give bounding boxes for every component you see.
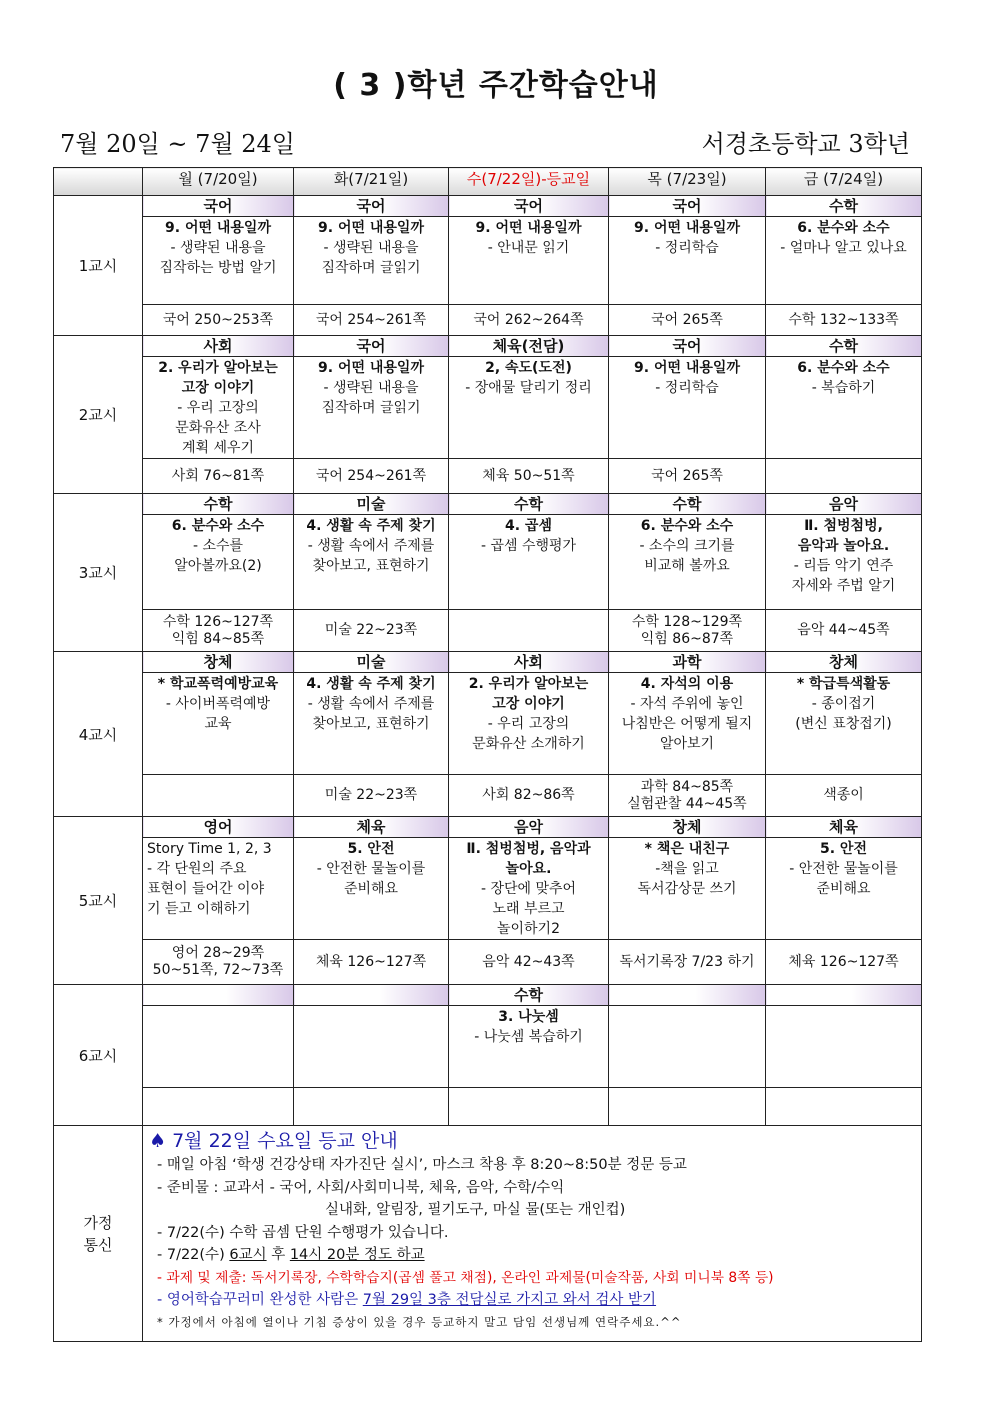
lesson-activity: - 각 단원의 주요 bbox=[147, 861, 247, 877]
period-pages-row bbox=[54, 775, 922, 817]
lesson-activity: 노래 부르고 bbox=[492, 901, 565, 917]
lesson-activity: 자세와 주법 알기 bbox=[791, 578, 896, 594]
period-label: 6교시 bbox=[54, 985, 143, 1126]
page-range: 독서기록장 7/23 하기 bbox=[619, 953, 755, 970]
lesson-unit: 4. 자석의 이용 bbox=[640, 676, 734, 692]
lesson-activity: 놀이하기2 bbox=[496, 921, 560, 937]
notice-heading-text: 7월 22일 수요일 등교 안내 bbox=[172, 1130, 398, 1152]
period-label: 3교시 bbox=[54, 494, 143, 652]
textbook-pages bbox=[449, 940, 609, 985]
textbook-pages bbox=[766, 305, 922, 336]
school-name: 서경초등학교 3학년 bbox=[701, 130, 910, 158]
textbook-pages bbox=[609, 305, 766, 336]
subject-cell: 미술 bbox=[294, 494, 449, 515]
page-range: 수학 128~129쪽 bbox=[631, 613, 743, 630]
textbook-pages bbox=[766, 940, 922, 985]
lesson-activity: - 우리 고장의 bbox=[487, 716, 570, 732]
notice-line bbox=[149, 1244, 921, 1267]
lesson-activity: Story Time 1, 2, 3 bbox=[147, 841, 272, 857]
textbook-pages bbox=[449, 1088, 609, 1126]
lesson-content bbox=[449, 357, 609, 459]
textbook-pages bbox=[449, 610, 609, 652]
lesson-unit: * 책은 내친구 bbox=[644, 841, 730, 857]
lesson-content bbox=[766, 217, 922, 305]
lesson-unit: 9. 어떤 내용일까 bbox=[634, 360, 740, 376]
lesson-content bbox=[766, 673, 922, 775]
period-pages-row bbox=[54, 305, 922, 336]
lesson-activity: 교육 bbox=[204, 716, 232, 732]
page-range: 체육 50~51쪽 bbox=[482, 467, 575, 484]
lesson-activity: 짐작하며 글읽기 bbox=[321, 260, 421, 276]
lesson-activity: 비교해 볼까요 bbox=[644, 558, 730, 574]
lesson-activity: 짐작하며 글읽기 bbox=[321, 400, 421, 416]
textbook-pages bbox=[294, 940, 449, 985]
lesson-activity: - 정리학습 bbox=[655, 240, 719, 256]
textbook-pages bbox=[766, 459, 922, 494]
textbook-pages bbox=[449, 775, 609, 817]
lesson-unit: 4. 생활 속 주제 찾기 bbox=[306, 676, 436, 692]
textbook-pages bbox=[609, 610, 766, 652]
subject-cell: 과학 bbox=[609, 652, 766, 673]
lesson-activity: - 나눗셈 복습하기 bbox=[474, 1029, 583, 1045]
lesson-activity: - 생활 속에서 주제를 bbox=[307, 538, 435, 554]
subject-cell: 국어 bbox=[294, 336, 449, 357]
day-header: 목 (7/23일) bbox=[609, 168, 766, 196]
lesson-content bbox=[449, 217, 609, 305]
lesson-activity: - 소수의 크기를 bbox=[639, 538, 735, 554]
corner-cell bbox=[54, 168, 143, 196]
lesson-activity: 문화유산 조사 bbox=[175, 420, 261, 436]
lesson-activity: 계획 세우기 bbox=[181, 440, 255, 456]
textbook-pages bbox=[143, 610, 294, 652]
period-label: 5교시 bbox=[54, 817, 143, 985]
subject-cell: 체육 bbox=[294, 817, 449, 838]
lesson-unit: 3. 나눗셈 bbox=[498, 1009, 559, 1025]
lesson-content bbox=[609, 217, 766, 305]
lesson-unit: 음악과 놀아요. bbox=[797, 538, 890, 554]
lesson-activity: - 장단에 맞추어 bbox=[480, 881, 577, 897]
lesson-activity: 알아볼까요(2) bbox=[174, 558, 262, 574]
notice-text: 후 bbox=[266, 1247, 290, 1263]
textbook-pages bbox=[609, 940, 766, 985]
lesson-content bbox=[766, 1006, 922, 1088]
lesson-unit: 9. 어떤 내용일까 bbox=[634, 220, 740, 236]
period-content-row bbox=[54, 1006, 922, 1088]
subject-cell: 창체 bbox=[766, 652, 922, 673]
page-range: 국어 262~264쪽 bbox=[473, 311, 584, 328]
subject-cell: 국어 bbox=[294, 196, 449, 217]
lesson-activity: 찾아보고, 표현하기 bbox=[312, 716, 430, 732]
subject-cell: 음악 bbox=[766, 494, 922, 515]
lesson-unit: 2. 우리가 알아보는 bbox=[468, 676, 589, 692]
lesson-content bbox=[143, 217, 294, 305]
lesson-activity: - 정리학습 bbox=[655, 380, 719, 396]
lesson-activity: - 우리 고장의 bbox=[177, 400, 259, 416]
lesson-content bbox=[766, 357, 922, 459]
subject-cell: 체육 bbox=[766, 817, 922, 838]
page-range: 색종이 bbox=[823, 787, 864, 803]
page-range: 사회 82~86쪽 bbox=[482, 787, 575, 803]
lesson-unit: 9. 어떤 내용일까 bbox=[318, 220, 424, 236]
page-range: 50~51쪽, 72~73쪽 bbox=[152, 962, 284, 978]
period-content-row bbox=[54, 217, 922, 305]
lesson-activity: - 생략된 내용을 bbox=[323, 380, 419, 396]
subject-cell: 수학 bbox=[143, 494, 294, 515]
lesson-content bbox=[609, 838, 766, 940]
notice-text-underlined: 7월 29일 3층 전담실로 가지고 와서 검사 받기 bbox=[362, 1292, 657, 1308]
lesson-content bbox=[294, 357, 449, 459]
subject-cell: 수학 bbox=[766, 196, 922, 217]
timetable bbox=[53, 167, 922, 1342]
page-range: 국어 254~261쪽 bbox=[315, 311, 427, 328]
lesson-activity: - 안전한 물놀이를 bbox=[316, 861, 426, 877]
notice-heading bbox=[149, 1128, 921, 1154]
lesson-content bbox=[294, 217, 449, 305]
spade-icon: ♠ bbox=[149, 1130, 167, 1152]
subject-cell: 국어 bbox=[143, 196, 294, 217]
lesson-unit: * 학급특색활동 bbox=[796, 676, 891, 692]
period-content-row bbox=[54, 357, 922, 459]
notice-line: 실내화, 알림장, 필기도구, 마실 물(또는 개인컵) bbox=[325, 1202, 626, 1218]
lesson-content bbox=[143, 515, 294, 610]
page-range: 국어 250~253쪽 bbox=[162, 311, 274, 328]
subject-cell: 사회 bbox=[143, 336, 294, 357]
lesson-unit: Ⅱ. 첨벙첨벙, 음악과 bbox=[466, 841, 591, 857]
lesson-unit: 9. 어떤 내용일까 bbox=[318, 360, 424, 376]
subject-cell: 사회 bbox=[449, 652, 609, 673]
lesson-content bbox=[143, 673, 294, 775]
page-range: 음악 44~45쪽 bbox=[797, 622, 890, 638]
lesson-content bbox=[294, 838, 449, 940]
lesson-activity: - 안내문 읽기 bbox=[487, 240, 570, 256]
subject-cell: 체육(전담) bbox=[449, 336, 609, 357]
subject-cell: 수학 bbox=[609, 494, 766, 515]
lesson-unit: 2. 우리가 알아보는 bbox=[158, 360, 278, 376]
subject-cell: 음악 bbox=[449, 817, 609, 838]
lesson-unit: 놀아요. bbox=[505, 861, 552, 877]
subject-cell: 창체 bbox=[143, 652, 294, 673]
lesson-unit: Ⅱ. 첨벙첨벙, bbox=[804, 518, 883, 534]
lesson-unit: 6. 분수와 소수 bbox=[171, 518, 265, 534]
period-pages-row bbox=[54, 459, 922, 494]
page-range: 과학 84~85쪽 bbox=[640, 778, 734, 795]
lesson-content bbox=[449, 838, 609, 940]
lesson-unit: * 학교폭력예방교육 bbox=[157, 676, 279, 692]
lesson-activity: 나침반은 어떻게 될지 bbox=[621, 716, 753, 732]
page-range: 수학 126~127쪽 bbox=[162, 613, 274, 630]
period-pages-row bbox=[54, 940, 922, 985]
period-subject-row bbox=[54, 196, 922, 217]
subject-cell bbox=[294, 985, 449, 1006]
lesson-unit: 4. 생활 속 주제 찾기 bbox=[306, 518, 436, 534]
lesson-unit: 고장 이야기 bbox=[492, 696, 565, 712]
period-subject-row bbox=[54, 494, 922, 515]
subject-cell bbox=[609, 985, 766, 1006]
lesson-activity: - 얼마나 알고 있나요 bbox=[780, 240, 907, 256]
lesson-content bbox=[143, 838, 294, 940]
textbook-pages bbox=[766, 775, 922, 817]
textbook-pages bbox=[143, 775, 294, 817]
lesson-activity: - 생략된 내용을 bbox=[323, 240, 419, 256]
page-range: 익힘 86~87쪽 bbox=[640, 630, 734, 647]
page-range: 국어 265쪽 bbox=[651, 467, 723, 484]
lesson-activity: 준비해요 bbox=[816, 881, 871, 897]
lesson-activity: - 자석 주위에 놓인 bbox=[630, 696, 744, 712]
textbook-pages bbox=[609, 459, 766, 494]
textbook-pages bbox=[294, 459, 449, 494]
lesson-unit: 고장 이야기 bbox=[181, 380, 255, 396]
lesson-activity: 독서감상문 쓰기 bbox=[637, 881, 737, 897]
textbook-pages bbox=[449, 459, 609, 494]
subject-cell bbox=[766, 985, 922, 1006]
lesson-content bbox=[766, 838, 922, 940]
page-range: 체육 126~127쪽 bbox=[788, 953, 899, 970]
lesson-activity: - 소수를 bbox=[192, 538, 244, 554]
lesson-content bbox=[449, 1006, 609, 1088]
page-range: 음악 42~43쪽 bbox=[482, 953, 575, 970]
lesson-content bbox=[143, 357, 294, 459]
textbook-pages bbox=[449, 305, 609, 336]
lesson-unit: 5. 안전 bbox=[347, 841, 395, 857]
page-range: 사회 76~81쪽 bbox=[171, 467, 265, 484]
day-header: 월 (7/20일) bbox=[143, 168, 294, 196]
lesson-activity: - 사이버폭력예방 bbox=[165, 696, 271, 712]
lesson-activity: 찾아보고, 표현하기 bbox=[312, 558, 430, 574]
lesson-unit: 9. 어떤 내용일까 bbox=[475, 220, 582, 236]
lesson-unit: 6. 분수와 소수 bbox=[640, 518, 734, 534]
page-range: 미술 22~23쪽 bbox=[324, 787, 418, 803]
lesson-activity: - 안전한 물놀이를 bbox=[789, 861, 898, 877]
notice-line: - 7/22(수) 수학 곱셈 단원 수행평가 있습니다. bbox=[157, 1224, 449, 1241]
lesson-activity: - 생활 속에서 주제를 bbox=[307, 696, 435, 712]
textbook-pages bbox=[294, 775, 449, 817]
page-range: 영어 28~29쪽 bbox=[171, 945, 265, 961]
day-header-school-day: 수(7/22일)-등교일 bbox=[449, 168, 609, 196]
period-subject-row bbox=[54, 652, 922, 673]
textbook-pages bbox=[143, 1088, 294, 1126]
textbook-pages bbox=[766, 1088, 922, 1126]
subject-cell bbox=[143, 985, 294, 1006]
lesson-activity: 짐작하는 방법 알기 bbox=[159, 260, 277, 276]
period-subject-row bbox=[54, 985, 922, 1006]
lesson-activity: - 복습하기 bbox=[811, 380, 876, 396]
period-pages-row bbox=[54, 610, 922, 652]
lesson-activity: - 장애물 달리기 정리 bbox=[465, 380, 592, 396]
textbook-pages bbox=[143, 305, 294, 336]
lesson-unit: 9. 어떤 내용일까 bbox=[165, 220, 271, 236]
lesson-activity: - 곱셈 수행평가 bbox=[480, 538, 577, 554]
subject-cell: 국어 bbox=[449, 196, 609, 217]
home-notice bbox=[143, 1126, 922, 1342]
textbook-pages bbox=[766, 610, 922, 652]
page-title: ( 3 )학년 주간학습안내 bbox=[333, 68, 659, 103]
day-header-row bbox=[54, 168, 922, 196]
lesson-content bbox=[609, 1006, 766, 1088]
subject-cell: 수학 bbox=[449, 985, 609, 1006]
notice-line: - 매일 아침 ‘학생 건강상태 자가진단 실시’, 마스크 착용 후 8:20~8:50분 정문 등교 bbox=[157, 1157, 687, 1173]
subject-cell: 국어 bbox=[609, 336, 766, 357]
home-notice-label bbox=[54, 1126, 143, 1342]
page-range: 국어 265쪽 bbox=[651, 311, 723, 328]
lesson-content bbox=[609, 515, 766, 610]
lesson-activity: - 리듬 악기 연주 bbox=[793, 558, 894, 574]
lesson-activity: 표현이 들어간 이야 bbox=[147, 881, 265, 897]
subject-cell: 영어 bbox=[143, 817, 294, 838]
lesson-content bbox=[609, 357, 766, 459]
lesson-unit: 6. 분수와 소수 bbox=[797, 220, 890, 236]
lesson-content bbox=[294, 673, 449, 775]
page-range: 미술 22~23쪽 bbox=[324, 622, 418, 638]
period-content-row bbox=[54, 673, 922, 775]
lesson-activity: (변신 표창접기) bbox=[795, 716, 892, 732]
day-header: 금 (7/24일) bbox=[766, 168, 922, 196]
page-range: 국어 254~261쪽 bbox=[315, 467, 427, 484]
lesson-unit: 2, 속도(도전) bbox=[485, 360, 572, 376]
lesson-activity: 준비해요 bbox=[343, 881, 399, 897]
textbook-pages bbox=[294, 305, 449, 336]
lesson-activity: 기 듣고 이해하기 bbox=[147, 901, 251, 917]
page-range: 수학 132~133쪽 bbox=[788, 311, 899, 328]
textbook-pages bbox=[143, 940, 294, 985]
lesson-activity: 알아보기 bbox=[659, 736, 715, 752]
home-label-1: 가정 bbox=[83, 1213, 113, 1232]
period-content-row bbox=[54, 515, 922, 610]
lesson-unit: 6. 분수와 소수 bbox=[797, 360, 890, 376]
home-notice-row bbox=[54, 1126, 922, 1342]
subject-cell: 창체 bbox=[609, 817, 766, 838]
notice-text: - 영어학습꾸러미 완성한 사람은 bbox=[157, 1292, 363, 1308]
period-content-row bbox=[54, 838, 922, 940]
textbook-pages bbox=[294, 1088, 449, 1126]
lesson-activity: - 생략된 내용을 bbox=[170, 240, 266, 256]
textbook-pages bbox=[294, 610, 449, 652]
date-range: 7월 20일 ~ 7월 24일 bbox=[60, 130, 295, 158]
notice-text-underlined: 14시 20분 정도 하교 bbox=[289, 1247, 425, 1263]
page-range: 체육 126~127쪽 bbox=[315, 953, 427, 970]
period-label: 2교시 bbox=[54, 336, 143, 494]
period-subject-row bbox=[54, 817, 922, 838]
lesson-content bbox=[294, 1006, 449, 1088]
home-label-2: 통신 bbox=[83, 1235, 113, 1254]
notice-line-english bbox=[149, 1289, 921, 1312]
notice-text-underlined: 6교시 bbox=[229, 1247, 267, 1263]
subject-cell: 미술 bbox=[294, 652, 449, 673]
period-label: 4교시 bbox=[54, 652, 143, 817]
notice-text: - 7/22(수) bbox=[157, 1247, 230, 1263]
lesson-content bbox=[449, 515, 609, 610]
page-range: 실험관찰 44~45쪽 bbox=[627, 795, 747, 812]
notice-line-health: * 가정에서 아침에 열이나 기침 증상이 있을 경우 등교하지 말고 담임 선생님께 연락주세요.^^ bbox=[157, 1314, 682, 1329]
lesson-unit: 4. 곱셈 bbox=[505, 518, 552, 534]
subject-cell: 수학 bbox=[449, 494, 609, 515]
lesson-activity: - 종이접기 bbox=[811, 696, 876, 712]
lesson-content bbox=[143, 1006, 294, 1088]
day-header: 화(7/21일) bbox=[294, 168, 449, 196]
textbook-pages bbox=[609, 775, 766, 817]
lesson-content bbox=[766, 515, 922, 610]
lesson-content bbox=[294, 515, 449, 610]
period-label: 1교시 bbox=[54, 196, 143, 336]
period-pages-row bbox=[54, 1088, 922, 1126]
textbook-pages bbox=[143, 459, 294, 494]
lesson-content bbox=[609, 673, 766, 775]
textbook-pages bbox=[609, 1088, 766, 1126]
period-subject-row bbox=[54, 336, 922, 357]
subject-cell: 수학 bbox=[766, 336, 922, 357]
lesson-activity: 문화유산 소개하기 bbox=[472, 736, 585, 752]
lesson-unit: 5. 안전 bbox=[820, 841, 867, 857]
page-range: 익힘 84~85쪽 bbox=[171, 630, 265, 647]
lesson-activity: -책을 읽고 bbox=[655, 861, 719, 877]
notice-line: - 준비물 : 교과서 - 국어, 사회/사회미니북, 체육, 음악, 수학/수익 bbox=[157, 1179, 565, 1196]
notice-line-homework: - 과제 및 제출: 독서기록장, 수학학습지(곱셈 풀고 채점), 온라인 과제물(미술작품, 사회 미니북 8쪽 등) bbox=[157, 1269, 774, 1286]
subject-cell: 국어 bbox=[609, 196, 766, 217]
lesson-content bbox=[449, 673, 609, 775]
